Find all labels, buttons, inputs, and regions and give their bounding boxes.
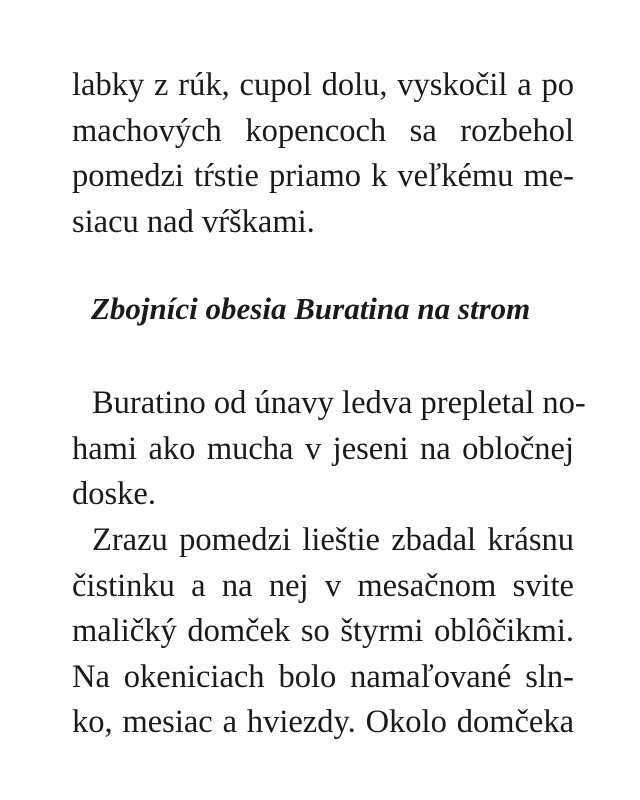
text-line: Na okeniciach bolo namaľované sln-: [72, 658, 574, 695]
paragraph-3: [72, 518, 574, 746]
text-line: hami ako mucha v jeseni na obločnej: [72, 430, 574, 467]
text-line: čistinku a na nej v mesačnom svite: [72, 567, 574, 604]
text-line: maličký domček so štyrmi oblôčikmi.: [72, 613, 574, 649]
text-line: machových kopencoch sa rozbehol: [72, 112, 574, 149]
chapter-heading: Zbojníci obesia Buratina na strom: [91, 291, 531, 326]
text-line: doske.: [72, 476, 156, 512]
text-line: Zrazu pomedzi lieštie zbadal krásnu: [92, 522, 574, 558]
text-line: labky z rúk, cupol dolu, vyskočil a po: [72, 67, 574, 103]
text-line: pomedzi tŕstie priamo k veľkému me-: [72, 158, 574, 194]
text-line: Buratino od únavy ledva prepletal no-: [92, 385, 586, 421]
paragraph-2: [72, 381, 586, 518]
text-line: siacu nad vŕškami.: [72, 203, 315, 240]
text-line: ko, mesiac a hviezdy. Okolo domčeka: [72, 704, 574, 740]
paragraph-1: [72, 63, 574, 245]
